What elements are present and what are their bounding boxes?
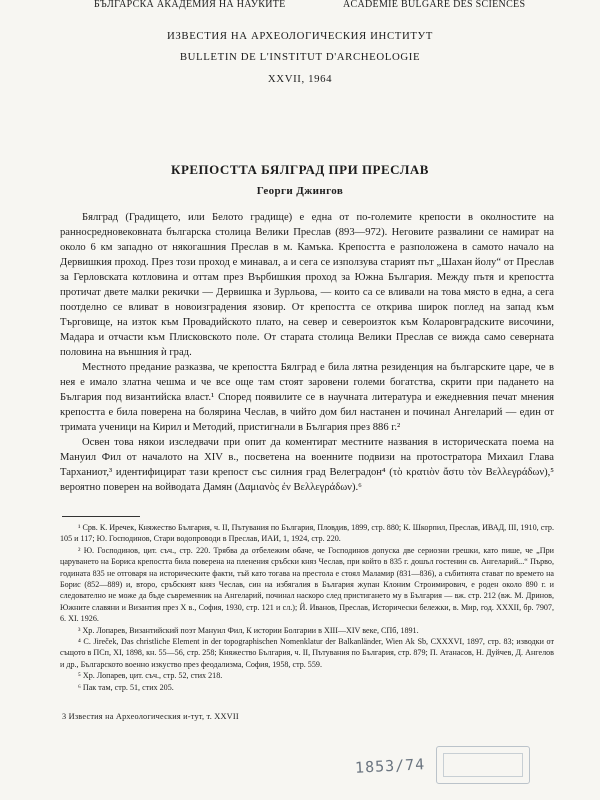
handwritten-inventory-number: 1853/74 [354, 755, 426, 777]
article-body [60, 210, 554, 495]
body-paragraph-3: Освен това някои изследвачи при опит да коментират местните названия в историческата поема на Мануил Фил от началото на XIV в., посветена на военните подвизи на протостратора Михаил Главa Тарханиот,³ идентифицират тази крепост със силния град Велеградон⁴ (τὸ κρατιὸν ἄστυ τὸν Βελλεγράδων),⁵ вероятно поверен на войводата Дамян (Δαμιανὸς ἐν Βελλεγράδων).⁶ [60, 437, 554, 493]
journal-title-bg: ИЗВЕСТИЯ НА АРХЕОЛОГИЧЕСКИЯ ИНСТИТУТ [167, 30, 433, 42]
body-paragraph-1: Бялград (Градището, или Белото градище) е една от по-големите крепости в околностите на ранносредновековната българска столица Велики Преслав (893—972). Неговите развалини се намират на около 6 км западно от някогашния Преслав в м. Камъка. Крепостта е разположена в самото начало на Дервишкия проход. През този проход е минавал, а и сега се използува старият път „Шахан йолу“ от Преслав за Герловската котловина и оттам през Върбишкия проход за Южна България. Между пътя и крепостта протичат двете малки рекички — Дервишка и Зурльова, — които са се вливали на това място в една, а сега поотделно се вливат в новоизградения язовир. От крепостта се открива широк поглед на запад към Търговище, на изток към Провадийското плато, на север и североизток към Коларовградските височини, Мадара и отчасти към Плисковското поле. От старата столица Велики Преслав се вижда само северната половина на външния ѝ град. [60, 212, 554, 358]
article-title: КРЕПОСТТА БЯЛГРАД ПРИ ПРЕСЛАВ [171, 162, 429, 177]
footnote-2: ² Ю. Господинов, цит. съч., стр. 220. Трябва да отбележим обаче, че Господинов допуска две сериозни грешки, като пише, че „При царуването на Бориса крепостта била поверена на пленения сръбски княз Чеслав, при който в 835 г. дошъл гостенин св. Ангеларий...“ Първо, годината 835 не отговаря на историческите факти, тъй като тогава на престола е стоял Маламир (831—836), а събитията стават по времето на Борис (852—889) и, второ, сръбският княз Чеслав, син на избягалия в България жупан Клоним Строимирович, е роден около 890 г. и следователно не може да бъде съвременник на Ангеларий, починал наскоро след пристигането му в България — вж. стр. 212 (вж. М. Дринов, Южните славяни и Византия през X в., София, 1930, стр. 121 и сл.); Й. Иванов, Преслав, Исторически бележки, в. Мир, год. XXXII, бр. 7907, 6. XI. 1926. [60, 545, 554, 624]
footnotes [60, 522, 554, 693]
article-author: Георги Джингов [256, 185, 344, 197]
library-stamp [436, 746, 530, 784]
footnote-5: ⁵ Хр. Лопарев, цит. съч., стр. 52, стих 218. [78, 671, 223, 681]
masthead-academy-row [0, 0, 600, 12]
academy-name-bg: БЪЛГАРСКА АКАДЕМИЯ НА НАУКИТЕ [94, 0, 286, 10]
academy-name-fr: ACADEMIE BULGARE DES SCIENCES [343, 0, 526, 10]
library-stamp-inner [443, 753, 523, 777]
footnote-4: ⁴ C. Jireček, Das christliche Element in der topographischen Nomenklatur der Balkanländer, Wien Ak Sb, CXXXVI, 1897, стр. 83; изводки от същото в ПСп, XI, 1898, кн. 55—56, стр. 258; Княжество България, ч. II, Пътувания по България, стр. 879; П. Атанасов, Н. Дуйчев, Д. Ангелов и др., Българското военно изкуство през феодализма, София, 1958, стр. 559. [60, 637, 554, 669]
footnote-1: ¹ Срв. К. Иречек, Княжество България, ч. II, Пътувания по България, Пловдив, 1899, стр. 880; К. Шкорпил, Преслав, ИВАД, III, 1910, стр. 105 и 117; Ю. Господинов, Стари водопроводи в Преслав, ИАИ, 1, 1924, стр. 220. [60, 523, 554, 544]
footnote-6: ⁶ Пак там, стр. 51, стих 205. [78, 682, 174, 692]
journal-volume: XXVII, 1964 [267, 73, 333, 85]
signature-line: 3 Известия на Археологическия и-тут, т. XXVII [62, 712, 239, 721]
body-paragraph-2: Местното предание разказва, че крепостта Бялград е била лятна резиденция на българските царе, че в нея е имало златна чешма и че все още там стоят заровени големи богатства, скрити при падането на България под византийска власт.¹ Според появилите се в научната литература и ежедневния печат мнения крепостта е била поверена на болярина Чеслав, в чийто дом бил настанен и починал Ангеларий — един от тримата ученици на Кирил и Методий, пристигнали в България през 886 г.² [60, 362, 554, 433]
footnote-3: ³ Хр. Лопарев, Византийский поэт Мануил Фил, К истории Болгарии в XIII—XIV веке, СПб, 1891. [78, 625, 419, 635]
journal-title-fr: BULLETIN DE L'INSTITUT D'ARCHEOLOGIE [179, 51, 421, 63]
footnote-separator [62, 516, 140, 517]
